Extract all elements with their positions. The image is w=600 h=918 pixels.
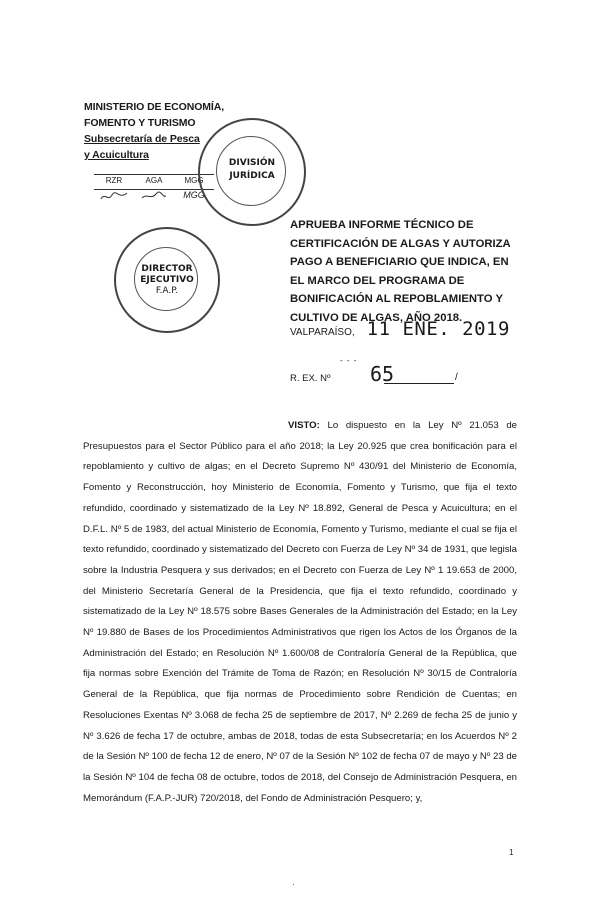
stamp-director-line3: F.A.P. <box>155 286 179 296</box>
resolution-title: APRUEBA INFORME TÉCNICO DE CERTIFICACIÓN DE ALGAS Y AUTORIZA PAGO A BENEFICIARIO QUE INDICA, EN EL MARCO DEL PROGRAMA DE BONIFICACIÓN AL REPOBLAMIENTO Y CULTIVO DE ALGAS, AÑO 2018. <box>290 219 511 324</box>
director-ejecutivo-stamp <box>114 227 220 333</box>
stamp-director-line1: DIRECTOR <box>141 264 193 274</box>
visto-text: Lo dispuesto en la Ley Nº 21.053 de Presupuestos para el Sector Público para el año 2018; la Ley 20.925 que crea bonificación para el repoblamiento y cultivo de algas; en el Decreto Supremo Nº 430/91 del Ministerio de Economía, Fomento y Reconstrucción, hoy Ministerio de Economía, Fomento y Turismo, que fija el texto refundido, coordinado y sistematizado de la Ley Nº 18.892, General de Pesca y Acuicultura; en el D.F.L. Nº 5 de 1983, del actual Ministerio de Economía, Fomento y Turismo, mediante el cual se fija el texto refundido, coordinado y sistematizado del Decreto con Fuerza de Ley Nº 34 de 1931, que legisla sobre la Industria Pesquera y sus derivados; en el Decreto con Fuerza de Ley Nº 1 19.653 de 2000, del Ministerio Secretaría General de la Presidencia, que fija el texto refundido, coordinado y sistematizado de la Ley Nº 18.575 sobre Bases Generales de la Administración del Estado; en la Ley Nº 19.880 de Bases de los Procedimientos Administrativos que rigen los Actos de los Órganos de la Administración del Estado; en Resolución Nº 1.600/08 de Contraloría General de la República, que fija normas sobre Exención del Trámite de Toma de Razón; en Resolución Nº 30/15 de Contraloría General de la República, que fija normas de Procedimiento sobre Rendición de Cuentas; en Resoluciones Exentas Nº 3.068 de fecha 25 de septiembre de 2017, Nº 2.269 de fecha 25 de junio y Nº 3.626 de fecha 17 de octubre, ambas de 2018, todas de esta Subsecretaría; en los Acuerdos Nº 2 de la Sesión Nº 100 de fecha 12 de enero, Nº 07 de la Sesión Nº 102 de fecha 07 de mayo y Nº 23 de la Sesión Nº 104 de fecha 08 de octubre, todos de 2018, del Consejo de Administración Pesquera, en Memorándum (F.A.P.-JUR) 720/2018, del Fondo de Administración Pesquero; y, <box>83 420 518 804</box>
ministry-line-1: MINISTERIO DE ECONOMÍA, <box>84 101 225 113</box>
visto-paragraph <box>83 416 517 809</box>
place: VALPARAÍSO, <box>290 327 355 338</box>
res-dash-mark: - - - <box>340 356 358 365</box>
initials-header-3: MGG <box>174 174 214 185</box>
ministry-line-2: FOMENTO Y TURISMO <box>84 117 196 129</box>
footer-mark: · <box>292 880 295 889</box>
page-number: 1 <box>509 848 514 857</box>
stamp-division-line1: DIVISIÓN <box>228 158 276 168</box>
resolution-slash: / <box>455 372 458 383</box>
resolution-label: R. EX. Nº <box>290 373 331 384</box>
visto-lead: VISTO: <box>288 420 320 431</box>
stamp-division-line2: JURÍDICA <box>229 171 275 181</box>
initials-value-2 <box>134 189 174 204</box>
resolution-underline <box>384 383 454 384</box>
subsecretaria-line-2: y Acuicultura <box>84 149 149 161</box>
resolution-number: 65 <box>370 362 395 386</box>
subsecretaria-line-1: Subsecretaría de Pesca <box>84 133 200 145</box>
stamp-director-line2: EJECUTIVO <box>140 275 194 285</box>
place-date <box>290 318 510 340</box>
date-stamp: 11 ENE. 2019 <box>366 318 510 340</box>
signature-scribble <box>99 190 129 202</box>
initials-header-1: RZR <box>94 174 134 185</box>
initials-header-2: AGA <box>134 174 174 185</box>
initials-value-1 <box>94 189 134 204</box>
signature-scribble-2 <box>139 190 169 202</box>
initials-value-3: MGG <box>174 189 214 204</box>
division-juridica-stamp <box>198 118 306 226</box>
initials-header-row <box>94 174 214 185</box>
initials-signature-row <box>94 189 214 204</box>
